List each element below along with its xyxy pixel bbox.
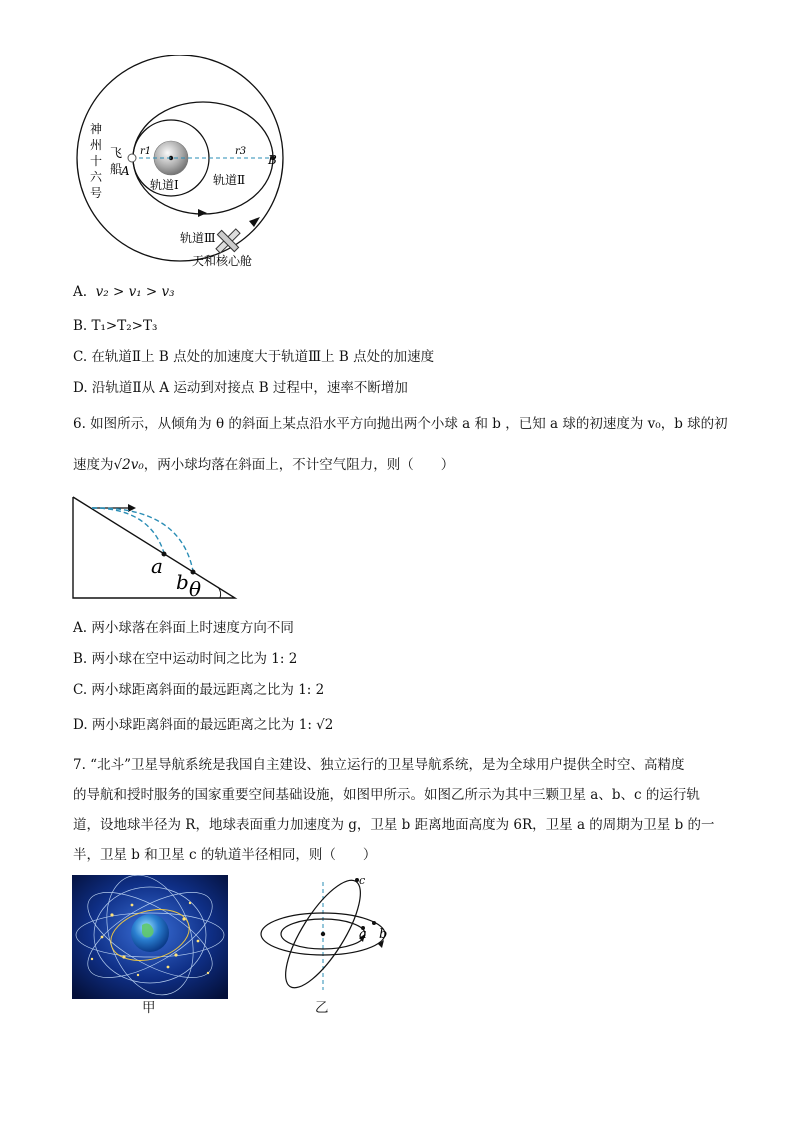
svg-text:十: 十 [90, 154, 103, 168]
orbit-i-label: 轨道Ⅰ [150, 178, 179, 192]
point-a-label: A [121, 164, 130, 178]
fig-jia-caption: 甲 [142, 1000, 156, 1016]
q7-stem-line2: 的导航和授时服务的国家重要空间基础设施，如图甲所示。如图乙所示为其中三颗卫星 a、b、c 的运行轨 [73, 787, 700, 803]
station-label: 天和核心舱 [192, 254, 253, 268]
q6-option-a: A. 两小球落在斜面上时速度方向不同 [73, 620, 294, 636]
point-b-label: B [268, 153, 277, 167]
ball-a-label: a [151, 554, 163, 578]
q6-option-b: B. 两小球在空中运动时间之比为 1: 2 [73, 651, 298, 667]
ship-label-2: 船 [110, 162, 123, 176]
svg-text:神: 神 [90, 122, 103, 136]
ship-icon [128, 154, 136, 162]
q6-stem-line1: 6. 如图所示，从倾角为 θ 的斜面上某点沿水平方向抛出两个小球 a 和 b ，已知 a 球的初速度为 v₀，b 球的初 [73, 416, 728, 432]
trajectory-b [92, 508, 193, 571]
satellite-b-icon [372, 921, 376, 925]
q7-stem-line3: 道，设地球半径为 R，地球表面重力加速度为 g，卫星 b 距离地面高度为 6R，卫星 a 的周期为卫星 b 的一 [73, 817, 715, 833]
incline-figure [70, 492, 240, 602]
q5-option-d: D. 沿轨道Ⅱ从 A 运动到对接点 B 过程中，速率不断增加 [73, 380, 408, 396]
orbit-figure [70, 55, 290, 275]
incline-triangle [73, 497, 235, 598]
orbit-ii-label: 轨道Ⅱ [213, 173, 246, 187]
q5-option-a: A. v₂ > v₁ > v₃ [73, 284, 175, 300]
q5-option-b: B. T₁>T₂>T₃ [73, 318, 158, 334]
q6-stem-line2: 速度为√2v₀，两小球均落在斜面上，不计空气阻力，则（ ） [73, 457, 455, 473]
svg-text:州: 州 [90, 138, 103, 152]
r3-label: r3 [235, 146, 247, 157]
ball-b-label: b [176, 570, 189, 594]
q6-option-d: D. 两小球距离斜面的最远距离之比为 1: √2 [73, 717, 334, 733]
vertical-label [90, 121, 103, 200]
fig-yi-caption: 乙 [315, 1000, 329, 1016]
orbit-iii-label: 轨道Ⅲ [180, 231, 216, 245]
sat-a-label: a [359, 927, 367, 942]
svg-text:六: 六 [90, 170, 103, 184]
sat-b-label: b [379, 927, 388, 942]
q7-stem-line1: 7. “北斗”卫星导航系统是我国自主建设、独立运行的卫星导航系统，是为全球用户提供全时空、高精度 [73, 757, 685, 773]
r1-label: r1 [140, 146, 152, 157]
theta-label: θ [189, 577, 202, 601]
beidou-constellation-image [72, 875, 228, 999]
ship-label-1: 飞 [110, 146, 123, 160]
satellite-orbits-figure [255, 872, 400, 1002]
q7-stem-line4: 半，卫星 b 和卫星 c 的轨道半径相同，则（ ） [73, 847, 377, 863]
svg-text:号: 号 [90, 186, 103, 200]
q6-option-c: C. 两小球距离斜面的最远距离之比为 1: 2 [73, 682, 325, 698]
q5-option-c: C. 在轨道Ⅱ上 B 点处的加速度大于轨道Ⅲ上 B 点处的加速度 [73, 349, 435, 365]
orbit-ii-arrow-icon [198, 209, 207, 217]
sat-c-label: c [359, 874, 366, 887]
